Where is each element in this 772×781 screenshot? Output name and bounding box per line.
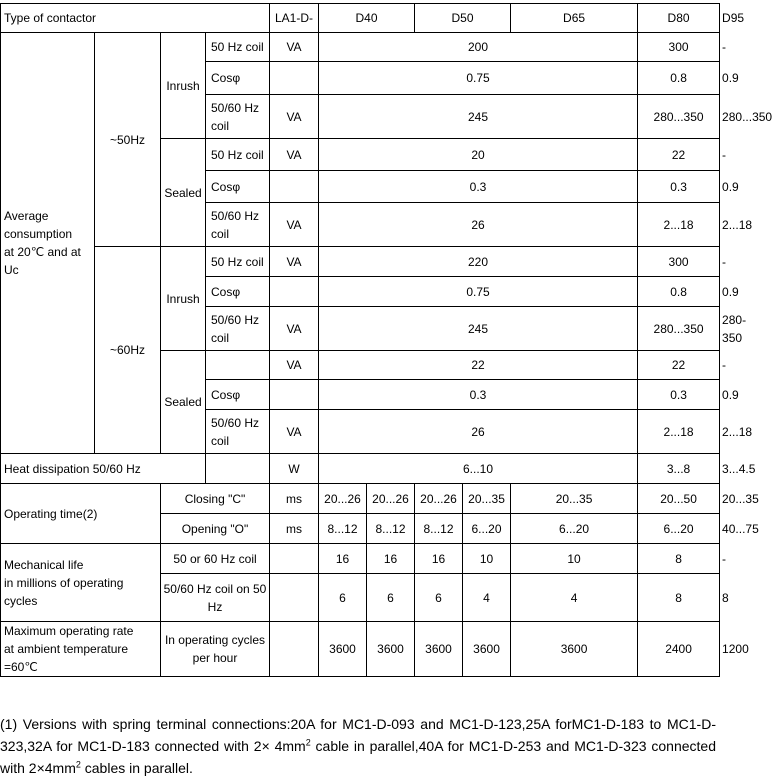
value-cell: 280...350: [638, 307, 720, 351]
value-cell: 4: [511, 574, 638, 622]
value-cell: 3600: [511, 622, 638, 677]
table-row: Mechanical life in millions of operating cycles 50 or 60 Hz coil 16 16 16 10 10 8 -: [1, 544, 720, 574]
unit-cell: [270, 380, 319, 410]
mech-label-line1: Mechanical life: [4, 557, 84, 572]
value-cell: 10: [463, 544, 511, 574]
value-cell: 6: [415, 574, 463, 622]
freq-60hz-label: ~60Hz: [95, 247, 161, 454]
table-row: Heat dissipation 50/60 Hz W 6...10 3...8 3...4.5: [1, 454, 720, 484]
unit-cell: VA: [270, 203, 319, 247]
table-row: Opening "O" ms 8...12 8...12 8...12 6...20 6...20 6...20 40...75: [1, 514, 720, 544]
coil-5060-line2: coil: [211, 118, 230, 133]
coil-5060-line2: coil: [211, 433, 230, 448]
value-cell: 8...12: [367, 514, 415, 544]
value-cell: 20...26: [415, 484, 463, 514]
mech-label-line2: in millions of operating cycles: [4, 575, 124, 608]
value-cell: 3600: [415, 622, 463, 677]
inrush-60-label: Inrush: [161, 247, 206, 351]
value-cell: 0.75: [319, 277, 638, 307]
value-cell: 8: [638, 574, 720, 622]
value-cell: 6: [367, 574, 415, 622]
value-cell: 20: [319, 139, 638, 171]
value-cell: 16: [415, 544, 463, 574]
footnote-part3: cables in parallel.: [80, 760, 193, 776]
heat-dissipation-label: Heat dissipation 50/60 Hz: [1, 454, 206, 484]
table-row: 50/60 Hz coil VA 26 2...18 2...18: [1, 203, 720, 247]
unit-cell: VA: [270, 247, 319, 277]
unit-cell: [270, 574, 319, 622]
value-cell: 300: [638, 247, 720, 277]
coil-5060-label: [206, 307, 270, 351]
coil-5060-label: [206, 95, 270, 139]
value-cell: 20...26: [367, 484, 415, 514]
table-row: Average consumption at 20℃ and at Uc ~50Hz Inrush 50 Hz coil VA 200 300 -: [1, 33, 720, 62]
sealed-50-label: Sealed: [161, 139, 206, 247]
max-rate-line1: Maximum operating rate: [4, 624, 134, 638]
footnote-superscript: 2: [75, 759, 81, 770]
header-d80: D80: [638, 4, 720, 33]
unit-cell: VA: [270, 351, 319, 380]
coil-5060-line2: coil: [211, 330, 230, 345]
avg-label-line3: at 20℃ and at Uc: [4, 245, 81, 277]
table-row: Sealed 50 Hz coil VA 20 22 -: [1, 139, 720, 171]
value-cell: 220: [319, 247, 638, 277]
unit-cell: [270, 62, 319, 95]
coil-50hz-label: 50 Hz coil: [206, 247, 270, 277]
value-cell: 0.3: [638, 171, 720, 203]
value-cell: 8...12: [415, 514, 463, 544]
cos-label: Cosφ: [206, 62, 270, 95]
table-row: Sealed VA 22 22 -: [1, 351, 720, 380]
unit-cell: VA: [270, 410, 319, 454]
mech-coil50-label: [161, 574, 270, 622]
max-rate-label: [1, 622, 161, 677]
value-cell: 22: [638, 139, 720, 171]
table-row: 50/60 Hz coil VA 245 280...350 280...350: [1, 95, 720, 139]
table-row: Maximum operating rate at ambient temperature =60℃ In operating cycles per hour 3600 3600 3600 3600 3600 2400 1200: [1, 622, 720, 677]
value-cell: 22: [319, 351, 638, 380]
coil-5060-label: [206, 203, 270, 247]
sealed-60-label: Sealed: [161, 351, 206, 454]
coil-5060-line2: coil: [211, 226, 230, 241]
coil-5060-line1: 50/60 Hz: [211, 208, 260, 223]
table-row: Cosφ 0.3 0.3 0.9: [1, 171, 720, 203]
coil-5060-line1: 50/60 Hz: [211, 100, 260, 115]
operating-time-label: Operating time(2): [1, 484, 161, 544]
value-cell: 6...10: [319, 454, 638, 484]
value-cell: 0.75: [319, 62, 638, 95]
value-cell: 20...50: [638, 484, 720, 514]
table-row: Cosφ 0.75 0.8 0.9: [1, 277, 720, 307]
value-cell: 3600: [463, 622, 511, 677]
value-cell: 3600: [367, 622, 415, 677]
table-row: ~60Hz Inrush 50 Hz coil VA 220 300 -: [1, 247, 720, 277]
mech-coil-label: 50 or 60 Hz coil: [161, 544, 270, 574]
cos-label: Cosφ: [206, 380, 270, 410]
unit-cell: W: [270, 454, 319, 484]
value-cell: 10: [511, 544, 638, 574]
cos-label: Cosφ: [206, 277, 270, 307]
value-cell: 2...18: [638, 410, 720, 454]
max-rate-unit-line1: In operating cycles: [164, 633, 266, 647]
avg-label-line1: Average: [4, 209, 49, 223]
mech-coil50-line2: Hz: [207, 599, 223, 614]
unit-cell: ms: [270, 514, 319, 544]
max-rate-unit-line2: per hour: [192, 651, 238, 665]
mech-coil50-line1: 50/60 Hz coil on 50: [163, 581, 267, 596]
unit-cell: ms: [270, 484, 319, 514]
empty-cell: [206, 454, 270, 484]
value-cell: 2400: [638, 622, 720, 677]
header-series: LA1-D-: [270, 4, 319, 33]
table-row: Operating time(2) Closing "C" ms 20...26 20...26 20...26 20...35 20...35 20...50 20...35: [1, 484, 720, 514]
value-cell: 4: [463, 574, 511, 622]
unit-cell: VA: [270, 95, 319, 139]
footnote-part1: (1) Versions with spring terminal connections:20A for MC1-D-093 and MC1-D-123,25A forMC1-D-183 to MC1-D-323,32A for MC1-D-183 connected with 2× 4mm: [0, 716, 716, 754]
value-cell: 22: [638, 351, 720, 380]
table-row: Cosφ 0.3 0.3 0.9: [1, 380, 720, 410]
unit-cell: [270, 277, 319, 307]
header-d50: D50: [415, 4, 511, 33]
footnote-superscript: 2: [305, 737, 311, 748]
value-cell: 20...35: [463, 484, 511, 514]
contactor-spec-table: [0, 3, 772, 677]
value-cell: 6: [319, 574, 367, 622]
footnote-part2: cable in parallel,40A for MC1-D-253 and MC1-D-323 connected with 2×4mm: [0, 738, 716, 776]
mechanical-life-label: [1, 544, 161, 622]
value-cell: 8: [638, 544, 720, 574]
value-cell: 3600: [319, 622, 367, 677]
unit-cell: [270, 622, 319, 677]
value-cell: 20...35: [511, 484, 638, 514]
value-cell: 26: [319, 410, 638, 454]
footnote: [0, 713, 716, 779]
avg-label-line2: consumption: [4, 227, 73, 241]
value-cell: 20...26: [319, 484, 367, 514]
inrush-50-label: Inrush: [161, 33, 206, 139]
value-cell: 26: [319, 203, 638, 247]
value-cell: 2...18: [638, 203, 720, 247]
cos-label: Cosφ: [206, 171, 270, 203]
freq-50hz-label: ~50Hz: [95, 33, 161, 247]
value-cell: 200: [319, 33, 638, 62]
coil-5060-label: [206, 410, 270, 454]
value-cell: 0.3: [319, 171, 638, 203]
header-row: Type of contactor LA1-D- D40 D50 D65 D80 D95: [1, 4, 720, 33]
header-type-of-contactor: Type of contactor: [1, 4, 270, 33]
table-row: 50/60 Hz coil on 50 Hz 6 6 6 4 4 8 8: [1, 574, 720, 622]
coil-50hz-label: 50 Hz coil: [206, 33, 270, 62]
value-cell: 245: [319, 307, 638, 351]
max-rate-line2: at ambient temperature =60℃: [4, 642, 129, 674]
table-row: 50/60 Hz coil VA 245 280...350 280-350: [1, 307, 720, 351]
unit-cell: [270, 544, 319, 574]
table-row: Cosφ 0.75 0.8 0.9: [1, 62, 720, 95]
coil-5060-line1: 50/60 Hz: [211, 415, 260, 430]
value-cell: 300: [638, 33, 720, 62]
coil-50hz-label: 50 Hz coil: [206, 139, 270, 171]
header-d40: D40: [319, 4, 415, 33]
value-cell: 16: [319, 544, 367, 574]
value-cell: 6...20: [511, 514, 638, 544]
unit-cell: VA: [270, 307, 319, 351]
value-cell: 0.3: [638, 380, 720, 410]
header-d65: D65: [511, 4, 638, 33]
value-cell: 0.8: [638, 277, 720, 307]
closing-label: Closing "C": [161, 484, 270, 514]
value-cell: 16: [367, 544, 415, 574]
value-cell: 3...8: [638, 454, 720, 484]
unit-cell: VA: [270, 33, 319, 62]
value-cell: 245: [319, 95, 638, 139]
unit-cell: VA: [270, 139, 319, 171]
value-cell: 280...350: [638, 95, 720, 139]
value-cell: 0.3: [319, 380, 638, 410]
value-cell: 8...12: [319, 514, 367, 544]
unit-cell: [270, 171, 319, 203]
average-consumption-label: [1, 33, 95, 454]
table-row: 50/60 Hz coil VA 26 2...18 2...18: [1, 410, 720, 454]
max-rate-unit-label: [161, 622, 270, 677]
value-cell: 6...20: [638, 514, 720, 544]
empty-label: [206, 351, 270, 380]
opening-label: Opening "O": [161, 514, 270, 544]
value-cell: 6...20: [463, 514, 511, 544]
value-cell: 0.8: [638, 62, 720, 95]
coil-5060-line1: 50/60 Hz: [211, 312, 260, 327]
